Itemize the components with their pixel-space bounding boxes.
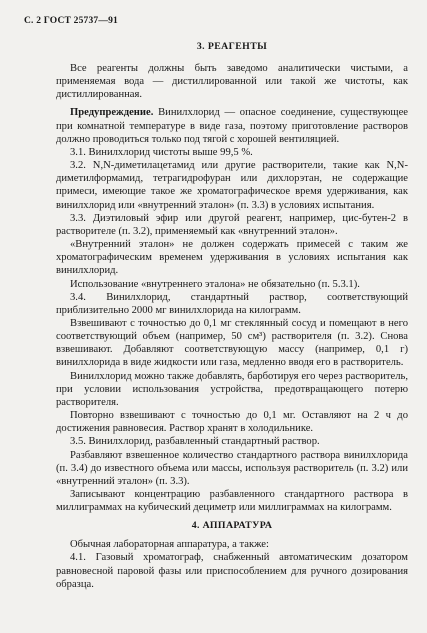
reagents-intro: Все реагенты должны быть заведомо аналитически чистыми, а применяемая вода — дистиллированной или такой же чистоты, как дистиллированная.: [56, 63, 408, 101]
usage-paragraph: Использование «внутреннего эталона» не обязательно (п. 5.3.1).: [70, 278, 360, 290]
paragraph-3-5: 3.5. Винилхлорид, разбавленный стандартный раствор.: [70, 436, 320, 448]
paragraph-4-1: 4.1. Газовый хроматограф, снабженный автоматическим дозатором равновесной паровой фазы или приспособлением для ручного дозирования образца.: [56, 552, 408, 590]
dilution-paragraph: Разбавляют взвешенное количество стандартного раствора винилхлорида (п. 3.4) до известного объема или массы, используя растворитель (п. 3.2) или «внутренний эталон» (п. 3.3).: [56, 449, 408, 487]
reweigh-paragraph: Повторно взвешивают с точностью до 0,1 мг. Оставляют на 2 ч до достижения равновесия. Раствор хранят в холодильнике.: [56, 410, 408, 435]
paragraph-3-3: 3.3. Диэтиловый эфир или другой реагент, например, цис-бутен-2 в растворителе (п. 3.2), применяемый как «внутренний эталон».: [56, 212, 408, 237]
record-paragraph: Записывают концентрацию разбавленного стандартного раствора в миллиграммах на кубический дециметр или миллиграммах на килограмм.: [56, 489, 408, 514]
warning-paragraph: [56, 106, 408, 145]
section-4-title: 4. АППАРАТУРА: [191, 520, 273, 532]
weighing-paragraph: Взвешивают с точностью до 0,1 мг стеклянный сосуд и помещают в него соответствующий объем (например, 50 см³) растворителя (п. 3.2). Снова взвешивают. Добавляют соответствующую массу (например, 0,1 г) винилхлорида в виде жидкости или газа, медленно вводя его в растворитель.: [56, 317, 408, 369]
bubbling-paragraph: Винилхлорид можно также добавлять, барботируя его через растворитель, при условии использования устройства, предотвращающего потерю растворителя.: [56, 370, 408, 408]
paragraph-3-1: 3.1. Винилхлорид чистоты выше 99,5 %.: [70, 146, 253, 158]
internal-standard-paragraph: «Внутренний эталон» не должен содержать примесей с таким же хроматографическим временем удерживания в условиях испытания как винилхлорид.: [56, 239, 408, 277]
paragraph-3-2: 3.2. N,N-диметилацетамид или другие растворители, такие как N,N-диметилформамид, тетрагидрофуран или дихлорэтан, не содержащие примеси, имеющие такое же хроматографическое время удерживания, как винилхлорид или «внутренний эталон» (п. 3.3) в условиях испытания.: [56, 160, 408, 211]
warning-text: Винилхлорид — опасное соединение, существующее при комнатной температуре в виде газа, поэтому приготовление растворов должно проводиться только под тягой с хорошей вентиляцией.: [56, 107, 408, 145]
warning-label: Предупреждение.: [70, 107, 154, 119]
paragraph-3-4: 3.4. Винилхлорид, стандартный раствор, соответствующий приблизительно 2000 мг винилхлорида на килограмм.: [56, 291, 408, 316]
page-header: С. 2 ГОСТ 25737—91: [24, 16, 118, 26]
page-content: [56, 40, 408, 591]
apparatus-intro: Обычная лабораторная аппаратура, а также:: [70, 539, 269, 551]
section-3-title: 3. РЕАГЕНТЫ: [196, 41, 268, 52]
